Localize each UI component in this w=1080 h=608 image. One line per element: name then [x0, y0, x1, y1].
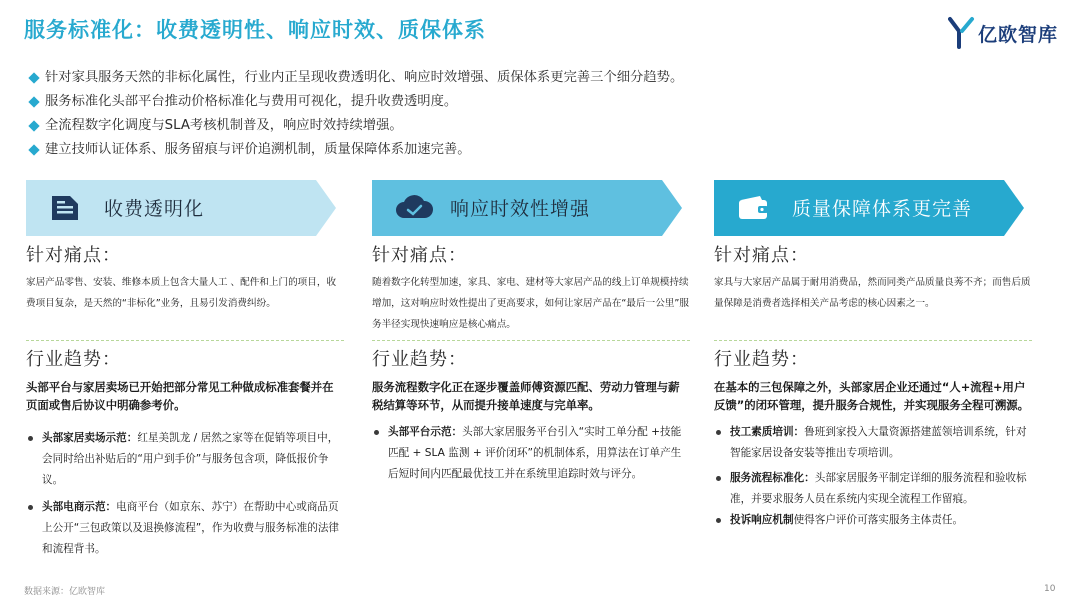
logo-text: 亿欧智库: [978, 24, 1059, 46]
example-label: 头部平台示范：: [388, 426, 463, 438]
pain-heading: 针对痛点：: [372, 245, 467, 266]
column-title: 收费透明化: [104, 198, 205, 220]
example-label: 服务流程标准化：: [730, 472, 815, 484]
cloud-check-icon: [394, 194, 434, 222]
pain-section: [26, 242, 344, 314]
column-banner: [714, 180, 1024, 236]
page-number: 10: [1044, 584, 1056, 594]
trend-section: [26, 346, 344, 560]
example-item: [714, 422, 1032, 464]
dashed-divider: [714, 340, 1032, 341]
trend-heading: 行业趋势：: [26, 349, 121, 370]
document-icon: [48, 194, 82, 222]
example-item: [372, 422, 690, 485]
brand-logo: [948, 16, 1068, 50]
trend-heading: 行业趋势：: [714, 349, 809, 370]
pain-text: 家具与大家居产品属于耐用消费品，然而同类产品质量良莠不齐；而售后质量保障是消费者选择相关产品考虑的核心因素之一。: [714, 277, 1031, 309]
example-item: [26, 428, 344, 491]
example-label: 投诉响应机制: [730, 514, 794, 526]
pain-heading: 针对痛点：: [714, 245, 809, 266]
example-label: 头部家居卖场示范：: [42, 432, 138, 444]
trend-text: 头部平台与家居卖场已开始把部分常见工种做成标准套餐并在页面或售后协议中明确参考价。: [26, 380, 334, 412]
example-label: 头部电商示范：: [42, 501, 117, 513]
example-text: 头部家居服务平制定详细的服务流程和验收标准，并要求服务人员在系统内实现全流程工作留痕。: [730, 472, 1027, 505]
column-title: 响应时效性增强: [450, 198, 591, 220]
pain-heading: 针对痛点：: [26, 245, 121, 266]
pain-section: [714, 242, 1032, 314]
summary-bullet: 服务标准化头部平台推动价格标准化与费用可视化，提升收费透明度。: [28, 90, 928, 114]
trend-heading: 行业趋势：: [372, 349, 467, 370]
example-text: 使得客户评价可落实服务主体责任。: [793, 514, 964, 526]
summary-bullet: 针对家具服务天然的非标化属性，行业内正呈现收费透明化、响应时效增强、质保体系更完善三个细分趋势。: [28, 66, 928, 90]
example-item: [26, 497, 344, 560]
trend-text: 服务流程数字化正在逐步覆盖师傅资源匹配、劳动力管理与薪税结算等环节，从而提升接单速度与完单率。: [372, 380, 680, 412]
trend-section: [372, 346, 690, 485]
logo-mark-icon: [948, 16, 976, 50]
example-item: [714, 468, 1032, 510]
example-text: 电商平台（如京东、苏宁）在帮助中心或商品页上公开“三包政策以及退换修流程”，作为收费与服务标准的法律和流程背书。: [42, 501, 340, 555]
data-source: 数据来源：亿欧智库: [24, 587, 106, 597]
page-title: 服务标准化：收费透明性、响应时效、质保体系: [24, 18, 486, 42]
example-label: 技工素质培训：: [730, 426, 805, 438]
example-text: 头部大家居服务平台引入“实时工单分配 +技能匹配 + SLA 监测 + 评价闭环”的机制体系，用算法在订单产生后短时间内匹配最优技工并在系统里追踪时效与评分。: [388, 426, 682, 480]
column-quality-assurance: [714, 180, 1034, 526]
summary-bullet: 全流程数字化调度与SLA考核机制普及，响应时效持续增强。: [28, 114, 928, 138]
pain-section: [372, 242, 690, 335]
pain-text: 家居产品零售、安装、维修本质上包含大量人工 、配件和上门的项目，收费项目复杂，是天然的“非标化”业务，且易引发消费纠纷。: [26, 277, 337, 309]
column-banner: [372, 180, 682, 236]
pain-text: 随着数字化转型加速，家具、家电、建材等大家居产品的线上订单规模持续增加，这对响应时效性提出了更高要求，如何让家居产品在“最后一公里”服务半径实现快速响应是核心痛点。: [372, 277, 689, 330]
example-text: 鲁班到家投入大量资源搭建蓝领培训系统，针对智能家居设备安装等推出专项培训。: [730, 426, 1027, 459]
trend-text: 在基本的三包保障之外，头部家居企业还通过“人+流程+用户反馈”的闭环管理，提升服务合规性，并实现服务全程可溯源。: [714, 380, 1030, 412]
summary-bullet: 建立技师认证体系、服务留痕与评价追溯机制，质量保障体系加速完善。: [28, 138, 928, 162]
example-text: 红星美凯龙 / 居然之家等在促销等项目中，会同时给出补贴后的“用户到手价”与服务包含项，降低报价争议。: [42, 432, 339, 486]
dashed-divider: [26, 340, 344, 341]
wallet-icon: [736, 194, 772, 222]
column-fee-transparency: [26, 180, 346, 555]
dashed-divider: [372, 340, 690, 341]
summary-bullets: [28, 66, 928, 162]
column-banner: [26, 180, 336, 236]
trend-section: [714, 346, 1032, 531]
column-response-time: [372, 180, 692, 480]
column-title: 质量保障体系更完善: [792, 198, 973, 220]
example-item: [714, 510, 1032, 531]
